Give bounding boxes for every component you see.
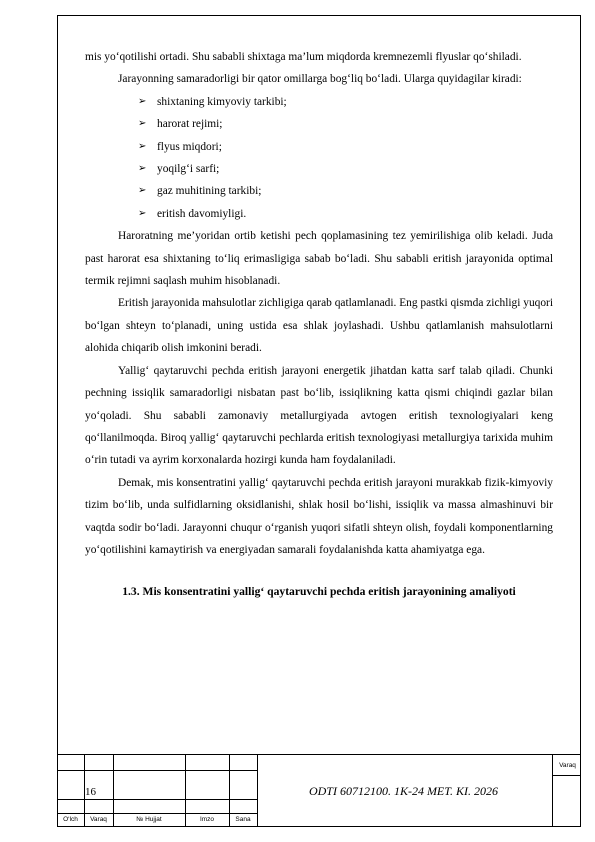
list-item: ➢ shixtaning kimyoviy tarkibi;: [138, 91, 553, 113]
stamp-divider: [57, 770, 257, 771]
factors-list: [85, 91, 553, 225]
stamp-divider: [552, 775, 581, 776]
arrow-bullet-icon: ➢: [138, 118, 147, 130]
list-item: ➢ gaz muhitining tarkibi;: [138, 180, 553, 202]
paragraph-energy: Yallig‘ qaytaruvchi pechda eritish jarayoni energetik jihatdan katta sarf talab qiladi. Chunki pechning issiqlik samaradorligi nisbatan past bo‘lib, issiqlikning katta qismi chiqindi gazlar bilan yo‘qoladi. Shu sababli zamonaviy metallurgiyada avtogen eritish texnologiyalari keng qo‘llanilmoqda. Biroq yallig‘ qaytaruvchi pechlarda eritish texnologiyasi metallurgiya tarixida muhim o‘rin tutadi va ayrim korxonalarda hozirgi kunda ham foydalaniladi.: [85, 364, 553, 467]
sheet-label: Varaq: [559, 762, 576, 769]
arrow-bullet-icon: ➢: [138, 95, 147, 107]
list-item: ➢ harorat rejimi;: [138, 113, 553, 135]
paragraph-layering: Eritish jarayonida mahsulotlar zichligiga qarab qatlamlanadi. Eng pastki qismda zichligi yuqori bo‘lgan shteyn to‘planadi, uning ustida esa shlak joylashadi. Ushbu qatlamlanish mahsulotlarni alohida chiqarib olish imkonini beradi.: [85, 297, 553, 355]
title-block-stamp: [57, 754, 581, 827]
stamp-divider: [57, 799, 257, 800]
list-item: ➢ eritish davomiyligi.: [138, 203, 553, 225]
col-label-hujjat: № Hujjat: [136, 816, 162, 823]
document-code: ODTI 60712100. 1K-24 MET. KI. 2026: [308, 784, 499, 798]
col-label-imzo: Imzo: [199, 816, 215, 823]
paragraph-factors-intro: Jarayonning samaradorligi bir qator omillarga bog‘liq bo‘ladi. Ularga quyidagilar kiradi:: [118, 73, 522, 86]
arrow-bullet-icon: ➢: [138, 207, 147, 219]
col-label-sana: Sana: [235, 816, 251, 823]
stamp-divider: [552, 755, 553, 827]
arrow-bullet-icon: ➢: [138, 163, 147, 175]
list-item: ➢ yoqilg‘i sarfi;: [138, 158, 553, 180]
paragraph-continuation: mis yo‘qotilishi ortadi. Shu sababli shixtaga ma’lum miqdorda kremnezemli flyuslar qo‘shiladi.: [85, 51, 522, 63]
arrow-bullet-icon: ➢: [138, 185, 147, 197]
page-number: 16: [85, 786, 96, 798]
list-item: ➢ flyus miqdori;: [138, 136, 553, 158]
paragraph-conclusion: Demak, mis konsentratini yallig‘ qaytaruvchi pechda eritish jarayoni murakkab fizik-kimyoviy tizim bo‘lib, unda sulfidlarning oksidlanishi, shlak hosil bo‘lishi, issiqlik va massa almashinuvi bir vaqtda sodir bo‘ladi. Jarayonni chuqur o‘rganish yuqori sifatli shteyn olish, foydali komponentlarning yo‘qotilishini kamaytirish va energiyadan samarali foydalanishda katta ahamiyatga ega.: [85, 476, 553, 556]
col-label-olch: O‘lch: [63, 816, 78, 823]
stamp-divider: [57, 813, 257, 814]
col-label-varaq: Varaq: [90, 816, 107, 823]
paragraph-temperature: Haroratning me’yoridan ortib ketishi pech qoplamasining tez yemirilishiga olib keladi. Juda past harorat esa shixtaning to‘liq erimasligiga sabab bo‘ladi. Shu sababli eritish jarayonida optimal termik rejimni saqlash muhim hisoblanadi.: [85, 230, 553, 288]
section-heading: 1.3. Mis konsentratini yallig‘ qaytaruvchi pechda eritish jarayonining amaliyoti: [122, 585, 516, 599]
document-body: [85, 46, 553, 605]
arrow-bullet-icon: ➢: [138, 140, 147, 152]
